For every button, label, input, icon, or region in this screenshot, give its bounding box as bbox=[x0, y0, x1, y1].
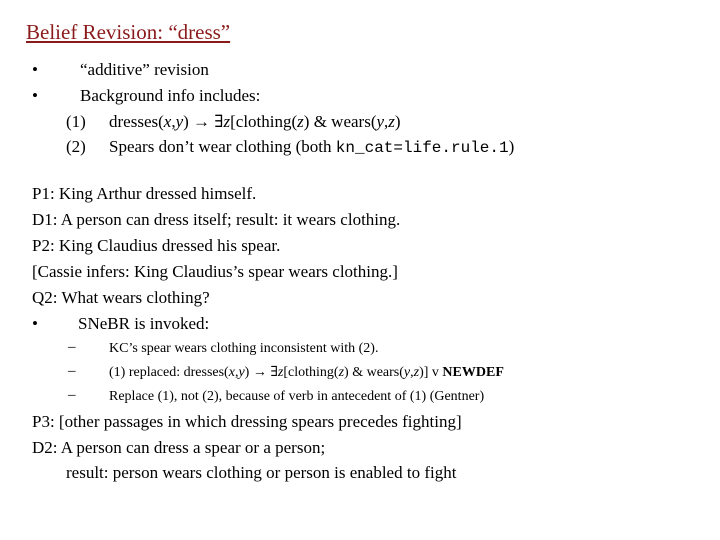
line-cassie-infers: [Cassie infers: King Claudius’s spear wears clothing.] bbox=[32, 262, 398, 281]
line-p1: P1: King Arthur dressed himself. bbox=[32, 184, 257, 203]
background-item-1-formula: dresses(x,y) → ∃z[clothing(z) & wears(y,z) bbox=[109, 112, 401, 131]
background-item-1-number: (1) bbox=[66, 112, 86, 131]
newdef-label: NEWDEF bbox=[442, 365, 504, 380]
background-item-2-number: (2) bbox=[66, 137, 86, 156]
bullet-background-info: Background info includes: bbox=[80, 86, 261, 105]
line-d2: D2: A person can dress a spear or a person; bbox=[32, 438, 326, 457]
bullet-marker: • bbox=[32, 60, 38, 79]
dash-marker: – bbox=[68, 363, 76, 379]
rule-code: kn_cat=life.rule.1 bbox=[335, 139, 509, 157]
background-item-2-text: Spears don’t wear clothing (both kn_cat=life.rule.1) bbox=[109, 137, 515, 157]
sub-item-replaced: (1) replaced: dresses(x,y) → ∃z[clothing(z) & wears(y,z)] v NEWDEF bbox=[109, 365, 504, 380]
line-p2: P2: King Claudius dressed his spear. bbox=[32, 236, 281, 255]
bullet-marker: • bbox=[32, 314, 38, 333]
sub-item-inconsistent: KC’s spear wears clothing inconsistent with (2). bbox=[109, 341, 379, 356]
dash-marker: – bbox=[68, 387, 76, 403]
snebr-invoked: SNeBR is invoked: bbox=[78, 314, 210, 333]
slide-title: Belief Revision: “dress” bbox=[26, 20, 231, 44]
dash-marker: – bbox=[68, 339, 76, 355]
line-d1: D1: A person can dress itself; result: it wears clothing. bbox=[32, 210, 401, 229]
bullet-marker: • bbox=[32, 86, 38, 105]
line-d2-result: result: person wears clothing or person is enabled to fight bbox=[66, 463, 457, 482]
sub-item-gentner: Replace (1), not (2), because of verb in antecedent of (1) (Gentner) bbox=[109, 389, 485, 404]
line-p3: P3: [other passages in which dressing spears precedes fighting] bbox=[32, 412, 462, 431]
line-q2: Q2: What wears clothing? bbox=[32, 288, 210, 307]
bullet-additive-revision: “additive” revision bbox=[80, 60, 209, 79]
